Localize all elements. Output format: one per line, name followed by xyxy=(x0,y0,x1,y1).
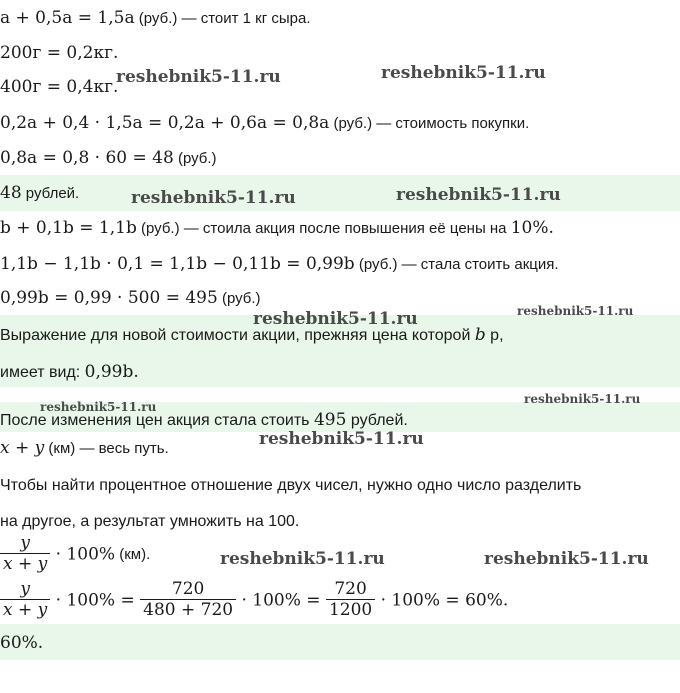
math: 10%. xyxy=(510,218,554,238)
fraction xyxy=(140,580,236,621)
denominator: 1200 xyxy=(326,599,375,621)
watermark: reshebnik5-11.ru xyxy=(116,67,281,87)
watermark: reshebnik5-11.ru xyxy=(396,185,561,205)
text: Чтобы найти процентное отношение двух чисел, нужно одно число разделить xyxy=(0,477,582,494)
line-compute-495 xyxy=(0,288,261,309)
line-rule-2 xyxy=(0,512,299,532)
line-compute-48 xyxy=(0,148,217,169)
numerator: 720 xyxy=(334,579,367,599)
math: b xyxy=(474,325,486,345)
text: на другое, а результат умножить на 100. xyxy=(0,513,300,530)
math: 0,8a = 0,8 · 60 = 48 xyxy=(0,148,174,168)
fraction xyxy=(0,580,50,621)
text: (руб.) — стоит 1 кг сыра. xyxy=(134,10,311,27)
line-cheese-price xyxy=(0,8,311,29)
line-share-increase xyxy=(0,218,554,239)
watermark: reshebnik5-11.ru xyxy=(253,309,418,329)
watermark: reshebnik5-11.ru xyxy=(381,63,546,83)
line-rule-1 xyxy=(0,476,581,496)
answer-60-percent xyxy=(0,633,43,654)
watermark: reshebnik5-11.ru xyxy=(220,549,385,569)
fraction xyxy=(0,534,50,575)
math: 400г = 0,4кг. xyxy=(0,77,119,97)
text: (руб.) — стала стоить акция. xyxy=(354,256,559,273)
text: рублей. xyxy=(21,185,80,202)
line-whole-distance xyxy=(0,438,169,459)
answer-band-4 xyxy=(0,624,680,660)
numerator: 720 xyxy=(171,579,205,599)
line-share-decrease xyxy=(0,254,559,275)
line-200g xyxy=(0,43,118,64)
text: (км). xyxy=(115,546,151,563)
math: · 100% = 60%. xyxy=(375,590,509,611)
text: После изменения цен акция стала стоить xyxy=(0,412,314,429)
math: 0,99b. xyxy=(84,362,139,382)
text: (руб.) — стоимость покупки. xyxy=(329,115,530,132)
math: 0,99b = 0,99 · 500 = 495 xyxy=(0,288,218,308)
denominator: 480 + 720 xyxy=(140,599,236,621)
answer-expression-line2 xyxy=(0,362,139,383)
numerator: y xyxy=(20,533,30,553)
text: Выражение для новой стоимости акции, прежняя цена которой xyxy=(0,327,475,344)
watermark: reshebnik5-11.ru xyxy=(259,429,424,449)
text: (руб.) xyxy=(173,150,217,167)
text: (руб.) xyxy=(217,290,261,307)
math: · 100% xyxy=(50,544,116,565)
math: b + 0,1b = 1,1b xyxy=(0,218,137,238)
answer-48-rubles xyxy=(0,183,79,204)
math: 60%. xyxy=(0,633,44,653)
watermark: reshebnik5-11.ru xyxy=(484,549,649,569)
line-400g xyxy=(0,77,118,98)
formula-percent xyxy=(0,534,150,575)
watermark: reshebnik5-11.ru xyxy=(517,304,634,318)
math: · 100% = xyxy=(50,590,141,611)
text: имеет вид: xyxy=(0,364,85,381)
formula-percent-computed xyxy=(0,580,508,621)
watermark: reshebnik5-11.ru xyxy=(40,400,157,414)
numerator: y xyxy=(20,579,30,599)
math: 200г = 0,2кг. xyxy=(0,43,119,63)
answer-expression-line1 xyxy=(0,325,504,346)
math: x + y xyxy=(0,438,45,458)
text: (руб.) — стоила акция после повышения её цены на xyxy=(136,220,511,237)
text: р, xyxy=(485,327,504,344)
math: a + 0,5a = 1,5a xyxy=(0,8,135,28)
math: 48 xyxy=(0,183,22,203)
denominator: x + y xyxy=(0,553,50,575)
math: 0,2a + 0,4 · 1,5a = 0,2a + 0,6a = 0,8a xyxy=(0,113,330,133)
line-purchase-cost xyxy=(0,113,529,134)
fraction xyxy=(326,580,375,621)
math: · 100% = xyxy=(236,590,326,611)
text: рублей. xyxy=(346,412,408,429)
answer-band-1 xyxy=(0,175,680,211)
text: (км) — весь путь. xyxy=(44,440,169,457)
watermark: reshebnik5-11.ru xyxy=(524,392,641,406)
math: 1,1b − 1,1b · 0,1 = 1,1b − 0,11b = 0,99b xyxy=(0,254,355,274)
watermark: reshebnik5-11.ru xyxy=(131,188,296,208)
denominator: x + y xyxy=(0,599,50,621)
math: 495 xyxy=(313,410,347,430)
